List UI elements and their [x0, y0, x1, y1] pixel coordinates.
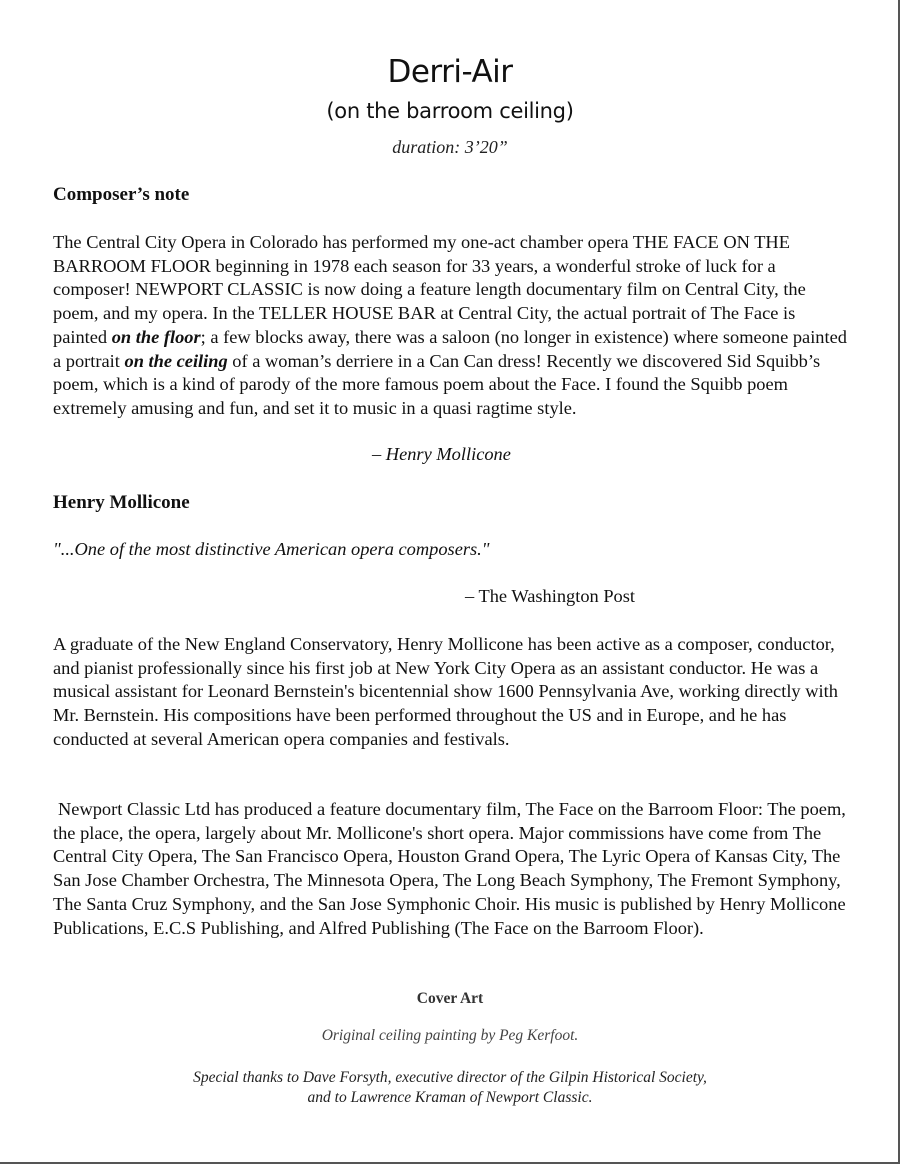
page-subtitle: (on the barroom ceiling): [326, 99, 574, 123]
composer-note-signature: – Henry Mollicone: [372, 444, 511, 464]
page-title: Derri-Air: [387, 54, 513, 90]
special-thanks-line-2: and to Lawrence Kraman of Newport Classic.: [307, 1089, 593, 1106]
composer-note-heading: Composer’s note: [53, 184, 190, 205]
press-quote: "...One of the most distinctive American opera composers.": [53, 539, 490, 559]
duration-label: duration: 3’20”: [392, 137, 508, 157]
composer-note-emphasis-ceiling: on the ceiling: [124, 350, 228, 371]
special-thanks-line-1: Special thanks to Dave Forsyth, executive director of the Gilpin Historical Society,: [193, 1069, 707, 1086]
cover-art-heading: Cover Art: [416, 990, 484, 1007]
composer-note-paragraph: [53, 231, 853, 421]
press-quote-attribution: – The Washington Post: [465, 586, 636, 606]
bio-heading: Henry Mollicone: [53, 492, 190, 513]
composer-note-text-2: ; a few blocks away, there was a saloon (no longer in existence) where someone painted a portrait: [53, 326, 847, 371]
composer-note-text-1: The Central City Opera in Colorado has performed my one-act chamber opera THE FACE ON THE BARROOM FLOOR beginning in 1978 each season for 33 years, a wonderful stroke of luck for a composer! NEWPORT CLASSIC is now doing a feature length documentary film on Central City, the poem, and my opera. In the TELLER HOUSE BAR at Central City, the actual portrait of The Face is painted: [53, 232, 806, 347]
cover-art-credit: Original ceiling painting by Peg Kerfoot.: [321, 1027, 579, 1044]
composer-note-emphasis-floor: on the floor: [111, 326, 201, 347]
special-thanks: [0, 1068, 900, 1108]
bio-paragraph-2: Newport Classic Ltd has produced a feature documentary film, The Face on the Barroom Floor: The poem, the place, the opera, largely about Mr. Mollicone's short opera. Major commissions have come from The Central City Opera, The San Francisco Opera, Houston Grand Opera, The Lyric Opera of Kansas City, The San Jose Chamber Orchestra, The Minnesota Opera, The Long Beach Symphony, The Fremont Symphony, The Santa Cruz Symphony, and the San Jose Symphonic Choir. His music is published by Henry Mollicone Publications, E.C.S Publishing, and Alfred Publishing (The Face on the Barroom Floor).: [53, 799, 846, 938]
bio-paragraph-1: A graduate of the New England Conservatory, Henry Mollicone has been active as a composer, conductor, and pianist professionally since his first job at New York City Opera as an assistant conductor. He was a musical assistant for Leonard Bernstein's bicentennial show 1600 Pennsylvania Ave, working directly with Mr. Bernstein. His compositions have been performed throughout the US and in Europe, and he has conducted at several American opera companies and festivals.: [53, 634, 838, 749]
composer-note-text-3: of a woman’s derriere in a Can Can dress! Recently we discovered Sid Squibb’s poem, which is a kind of parody of the more famous poem about the Face. I found the Squibb poem extremely amusing and fun, and set it to music in a quasi ragtime style.: [53, 350, 821, 418]
